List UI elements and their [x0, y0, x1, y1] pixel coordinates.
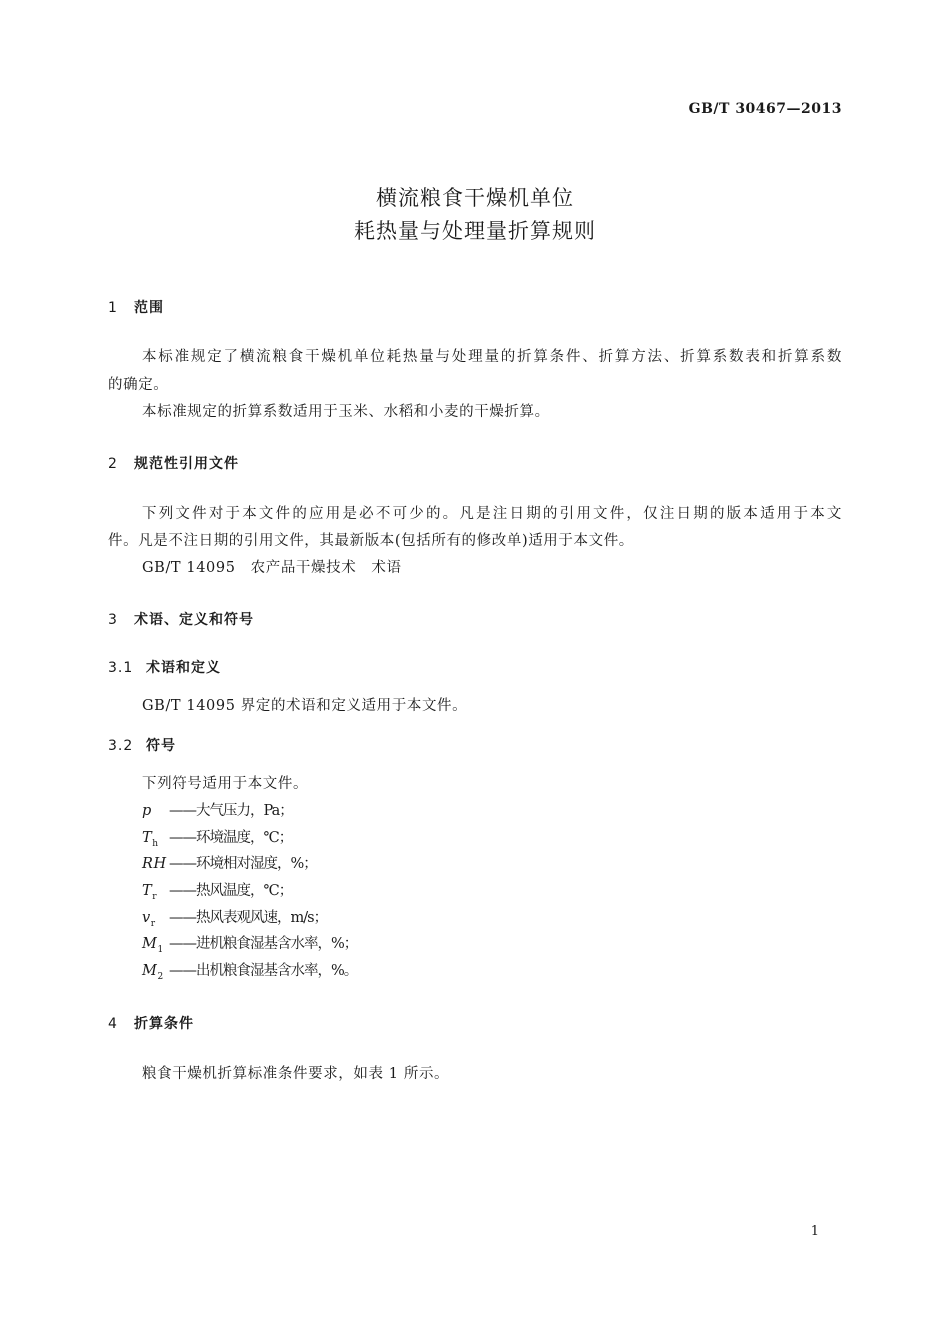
sec1-paragraph1-line1: 本标准规定了横流粮食干燥机单位耗热量与处理量的折算条件、折算方法、折算系数表和折算系数: [142, 349, 842, 365]
symbol-description: ——热风表观风速，m/s；: [169, 910, 328, 926]
standard-number: GB/T 30467—2013: [688, 101, 842, 117]
symbol-row: [142, 932, 357, 955]
sec31-paragraph: GB/T 14095 界定的术语和定义适用于本文件。: [142, 698, 468, 714]
sec4-paragraph: 粮食干燥机折算标准条件要求，如表 1 所示。: [142, 1066, 450, 1082]
section-number: 2: [108, 456, 118, 472]
section-title: 规范性引用文件: [134, 456, 239, 472]
symbol-description: ——热风温度，℃；: [169, 883, 293, 899]
section-title: 符号: [146, 738, 176, 754]
section-2-heading: [108, 453, 239, 473]
symbol-description: ——环境相对湿度，%；: [169, 856, 317, 872]
symbol-subscript: 2: [157, 971, 164, 982]
document-title-line1: 横流粮食干燥机单位: [376, 186, 574, 210]
section-3-heading: [108, 609, 254, 629]
normative-reference: GB/T 14095 农产品干燥技术 术语: [142, 560, 402, 576]
symbol-subscript: r: [152, 891, 158, 902]
symbol-row: [142, 879, 292, 902]
symbol-description: ——大气压力，Pa；: [169, 803, 293, 819]
symbol-subscript: h: [152, 838, 159, 849]
symbol-subscript: 1: [157, 944, 164, 955]
symbol: p: [142, 803, 152, 819]
symbol-row: [142, 852, 317, 873]
symbol: M: [142, 963, 158, 979]
sec2-paragraph1-line2: 件。凡是不注日期的引用文件，其最新版本(包括所有的修改单)适用于本文件。: [108, 533, 634, 549]
symbol: M: [142, 936, 158, 952]
section-number: 3.1: [108, 660, 134, 676]
section-number: 3: [108, 612, 118, 628]
page-number: 1: [810, 1224, 819, 1239]
symbol-row: [142, 826, 292, 849]
symbol: RH: [142, 856, 167, 872]
section-title: 折算条件: [134, 1016, 194, 1032]
symbol: v: [142, 910, 151, 926]
symbol: T: [142, 883, 153, 899]
section-number: 3.2: [108, 738, 134, 754]
sec2-paragraph1-line1: 下列文件对于本文件的应用是必不可少的。凡是注日期的引用文件，仅注日期的版本适用于本文: [142, 506, 842, 522]
section-1-heading: [108, 297, 164, 317]
document-title-line2: 耗热量与处理量折算规则: [354, 219, 596, 243]
section-3-2-heading: [108, 735, 176, 755]
section-number: 4: [108, 1016, 118, 1032]
symbol-description: ——环境温度，℃；: [169, 830, 293, 846]
symbols-intro: 下列符号适用于本文件。: [142, 776, 309, 792]
section-4-heading: [108, 1013, 194, 1033]
section-title: 术语、定义和符号: [134, 612, 254, 628]
section-title: 术语和定义: [146, 660, 221, 676]
symbol-subscript: r: [150, 918, 156, 929]
section-title: 范围: [134, 300, 164, 316]
symbol-description: ——出机粮食湿基含水率，%。: [169, 963, 358, 979]
symbol-description: ——进机粮食湿基含水率，%；: [169, 936, 358, 952]
symbol: T: [142, 830, 153, 846]
sec1-paragraph2: 本标准规定的折算系数适用于玉米、水稻和小麦的干燥折算。: [142, 404, 550, 420]
symbol-row: [142, 959, 357, 982]
sec1-paragraph1-line2: 的确定。: [108, 377, 169, 393]
section-number: 1: [108, 300, 118, 316]
symbol-row: [142, 799, 293, 820]
symbol-row: [142, 906, 327, 929]
section-3-1-heading: [108, 657, 221, 677]
